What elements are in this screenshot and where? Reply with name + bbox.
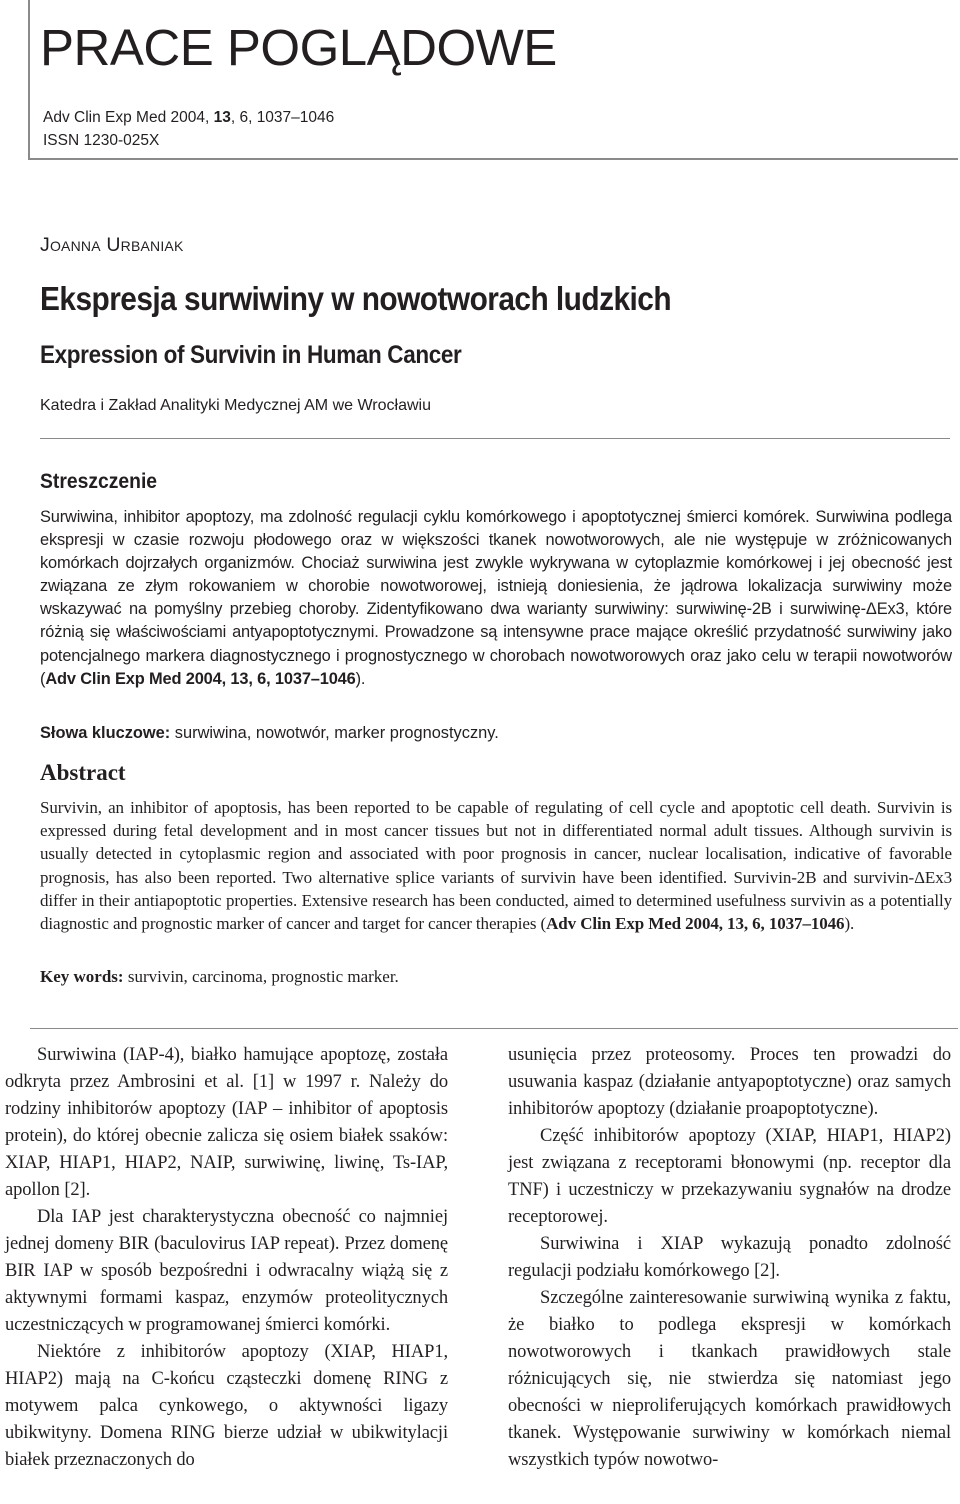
- journal-header: [28, 0, 958, 160]
- paragraph: Niektóre z inhibitorów apoptozy (XIAP, HIAP1, HIAP2) mają na C-końcu cząsteczki domenę RING z motywem palca cynkowego, o aktywności ligazy ubikwityny. Domena RING bierze udział w ubikwitylacji białek przeznaczonych do: [5, 1342, 448, 1470]
- citation-prefix: Adv Clin Exp Med 2004,: [43, 109, 214, 126]
- keywords-en-list: survivin, carcinoma, prognostic marker.: [123, 967, 399, 986]
- abstract-pl-end: ).: [355, 669, 366, 688]
- article-title-polish: Ekspresja surwiwiny w nowotworach ludzkich: [40, 280, 672, 317]
- keywords-en: [40, 967, 399, 987]
- citation-volume: 13: [213, 109, 231, 126]
- body-divider: [30, 1028, 958, 1029]
- citation-line: [43, 106, 334, 129]
- journal-citation: [43, 106, 334, 152]
- body-column-right: [508, 1042, 951, 1474]
- paragraph: Surwiwina i XIAP wykazują ponadto zdolność regulacji podziału komórkowego [2].: [508, 1234, 951, 1281]
- article-title-english: Expression of Survivin in Human Cancer: [40, 341, 462, 369]
- body-column-left: [5, 1042, 448, 1474]
- abstract-pl-citation: Adv Clin Exp Med 2004, 13, 6, 1037–1046: [45, 669, 356, 688]
- paragraph: Dla IAP jest charakterystyczna obecność co najmniej jednej domeny BIR (baculovirus IAP repeat). Przez domenę BIR IAP w sposób bezpośredni i odwracalny wiążą się z aktywnymi formami kaspaz, enzymów proteolitycznych uczestniczących w programowanej śmierci komórki.: [5, 1207, 448, 1335]
- paragraph: Część inhibitorów apoptozy (XIAP, HIAP1, HIAP2) jest związana z receptorami błonowymi (np. receptor dla TNF) i uczestniczy w przekazywaniu sygnałów na drodze receptorowej.: [508, 1126, 951, 1227]
- keywords-en-label: Key words:: [40, 967, 124, 986]
- abstract-en-text: [40, 796, 952, 935]
- abstract-en-body: Survivin, an inhibitor of apoptosis, has been reported to be capable of regulating of cell cycle and apoptotic cell death. Survivin is expressed during fetal development and in most cancer tissues but not in differentiated normal adult tissues. Although survivin is usually detected in cytoplasmic region and associated with poor prognosis in cancer, nuclear localisation, indicative of favorable prognosis, has also been reported. Two alternative splice variants of survivin have been identified. Survivin-2B and survivin-ΔEx3 differ in their antiapoptotic properties. Extensive research has been conducted, aimed to determined usefulness survivin as a potentially diagnostic and prognostic marker of cancer and target for cancer therapies (: [40, 798, 952, 934]
- affiliation: Katedra i Zakład Analityki Medycznej AM we Wrocławiu: [40, 397, 431, 414]
- abstract-pl-body: Surwiwina, inhibitor apoptozy, ma zdolność regulacji cyklu komórkowego i apoptotycznej śmierci komórek. Surwiwina podlega ekspresji w czasie rozwoju płodowego oraz w większości tkanek nowotworowych, ale nie występuje w zróżnicowanych komórkach dojrzałych organizmów. Chociaż surwiwina jest zwykle wykrywana w cytoplazmie komórkowej i jej obecność jest związana ze złym rokowaniem w chorobie nowotworowej, istnieją doniesienia, że jądrowa lokalizacja surwiwiny może wskazywać na pomyślny przebieg choroby. Zidentyfikowano dwa warianty surwiwiny: surwiwinę-2B i surwiwinę-ΔEx3, które różnią się właściwościami antyapoptotycznymi. Prowadzone są intensywne prace mające określić przydatność surwiwiny jako potencjalnego markera diagnostycznego i prognostycznego w chorobach nowotworowych oraz jako celu w terapii nowotworów (: [40, 508, 952, 688]
- issn: ISSN 1230-025X: [43, 132, 160, 149]
- keywords-pl: [40, 724, 499, 743]
- author-name: Joanna Urbaniak: [40, 234, 184, 256]
- section-title: PRACE POGLĄDOWE: [40, 19, 557, 76]
- paragraph: usunięcia przez proteosomy. Proces ten prowadzi do usuwania kaspaz (działanie antyapoptotyczne) oraz samych inhibitorów apoptozy (działanie proapoptotyczne).: [508, 1045, 951, 1119]
- keywords-pl-list: surwiwina, nowotwór, marker prognostyczny.: [170, 724, 499, 742]
- abstract-pl-heading: Streszczenie: [40, 470, 158, 493]
- abstract-en-heading: Abstract: [40, 760, 126, 785]
- abstract-en-citation: Adv Clin Exp Med 2004, 13, 6, 1037–1046: [546, 914, 845, 934]
- affiliation-divider: [40, 438, 950, 439]
- abstract-en-end: ).: [844, 914, 855, 934]
- paragraph: Szczególne zainteresowanie surwiwiną wynika z faktu, że białko to podlega ekspresji w komórkach nowotworowych i tkankach prawidłowych stale różnicujących się, nie stwierdza się natomiast jego obecności w nieproliferujących komórkach prawidłowych tkanek. Występowanie surwiwiny w komórkach niemal wszystkich typów nowotwo-: [508, 1288, 951, 1470]
- keywords-pl-label: Słowa kluczowe:: [40, 724, 171, 742]
- citation-suffix: , 6, 1037–1046: [230, 109, 335, 126]
- paragraph: Surwiwina (IAP-4), białko hamujące apoptozę, została odkryta przez Ambrosini et al. [1] w 1997 r. Należy do rodziny inhibitorów apoptozy (IAP – inhibitor of apoptosis protein), do której obecnie zalicza się osiem białek ssaków: XIAP, HIAP1, HIAP2, NAIP, surwiwinę, liwinę, Ts-IAP, apollon [2].: [5, 1045, 448, 1200]
- abstract-pl-text: [40, 506, 952, 691]
